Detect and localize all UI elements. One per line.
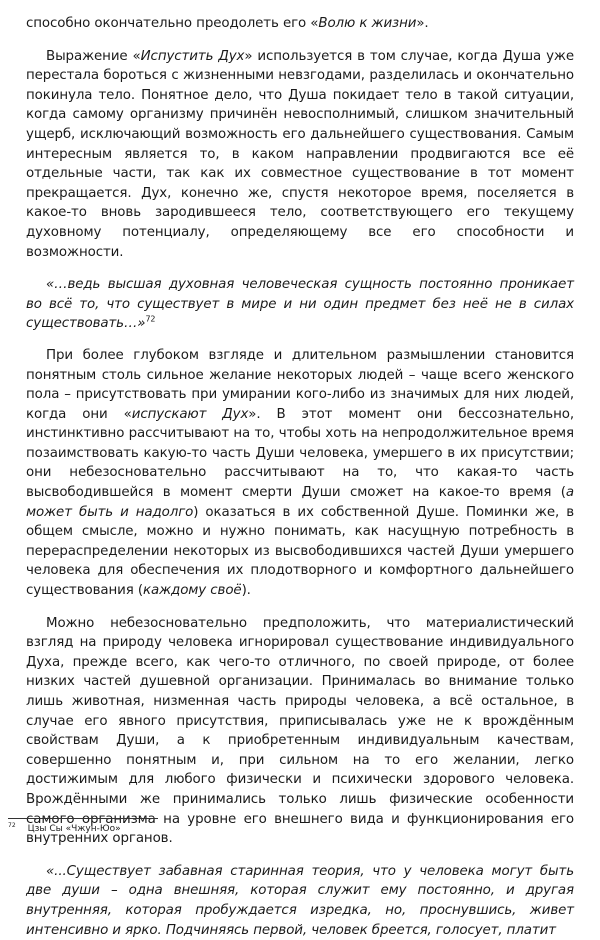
paragraph-continuation: способно окончательно преодолеть его «Волю к жизни». xyxy=(26,16,429,31)
quote-text: «...Существует забавная старинная теория, что у человека могут быть две души – одна внешняя, которая служит ему постоянно, и другая внутренняя, которая пробуждается изредка, но, проснувшись, живет интенсивно и ярко. Подчиняясь первой, человек бреется, голосует, платит xyxy=(26,863,574,938)
quote-paragraph-1 xyxy=(26,275,574,334)
quote-text: «…ведь высшая духовная человеческая сущность постоянно проникает во всё то, что существует в мире и ни один предмет без неё не в силах существовать…» xyxy=(26,277,574,332)
footnote-divider xyxy=(8,818,158,819)
paragraph-materialist-view: Можно небезосновательно предположить, что материалистический взгляд на природу человека игнорировал существование индивидуального Духа, прежде всего, как чего-то отличного, по своей природе, от более низких частей душевной организации. Принималась во внимание только лишь животная, низменная часть природы человека, а всё остальное, в случае его явного присутствия, приписывалась уже не к врождённым свойствам Души, а к приобретенным индивидуальным качествам, совершенно понятным и, при сильном на то его желании, легко достижимым для любого физически и психически здорового человека. Врождёнными же принимались только лишь физические особенности самого организма на уровне его внешнего вида и функционирования его внутренних органов. xyxy=(26,615,574,847)
footnote-text: Цзы Сы «Чжун-Юо» xyxy=(27,824,121,834)
quote-paragraph-2 xyxy=(26,862,574,940)
paragraph-release-spirit: Выражение «Испустить Дух» используется в том случае, когда Душа уже перестала бороться с жизненными невзгодами, разделилась и окончательно покинула тело. Понятное дело, что Душа покидает тело в такой ситуации, когда самому организму причинён невосполнимый, слишком значительный ущерб, исключающий возможность его дальнейшего существования. Самым интересным является то, в каком направлении продвигаются все её отдельные части, так как их совместное существование в тот момент прекращается. Дух, конечно же, спустя некоторое время, поселяется в какое-то вновь зародившееся тело, соответствующего его текущему духовному потенциалу, определяющему все его способности и возможности. xyxy=(26,48,575,260)
footnote-reference[interactable]: 72 xyxy=(145,314,156,324)
paragraph-deeper-view: При более глубоком взгляде и длительном размышлении становится понятным столь сильное желание некоторых людей – чаще всего женского пола – присутствовать при умирании кого-либо из значимых для них людей, когда они «испускают Дух». В этот момент они бессознательно, инстинктивно рассчитывают на то, чтобы хоть на непродолжительное время позаимствовать какую-то часть Души человека, умершего в их присутствии; они небезосновательно рассчитывают на то, что какая-то часть высвободившейся в момент смерти Души сможет на какое-то время (а может быть и надолго) оказаться в их собственной Душе. Поминки же, в общем смысле, можно и нужно понимать, как насущную потребность в перераспределении некоторых из высвободившихся частей Души умершего человека для обеспечения их плодотворного и комфортного дальнейшего существования (каждому своё). xyxy=(26,347,575,599)
footnote xyxy=(8,822,121,834)
footnote-number: 72 xyxy=(8,822,16,829)
